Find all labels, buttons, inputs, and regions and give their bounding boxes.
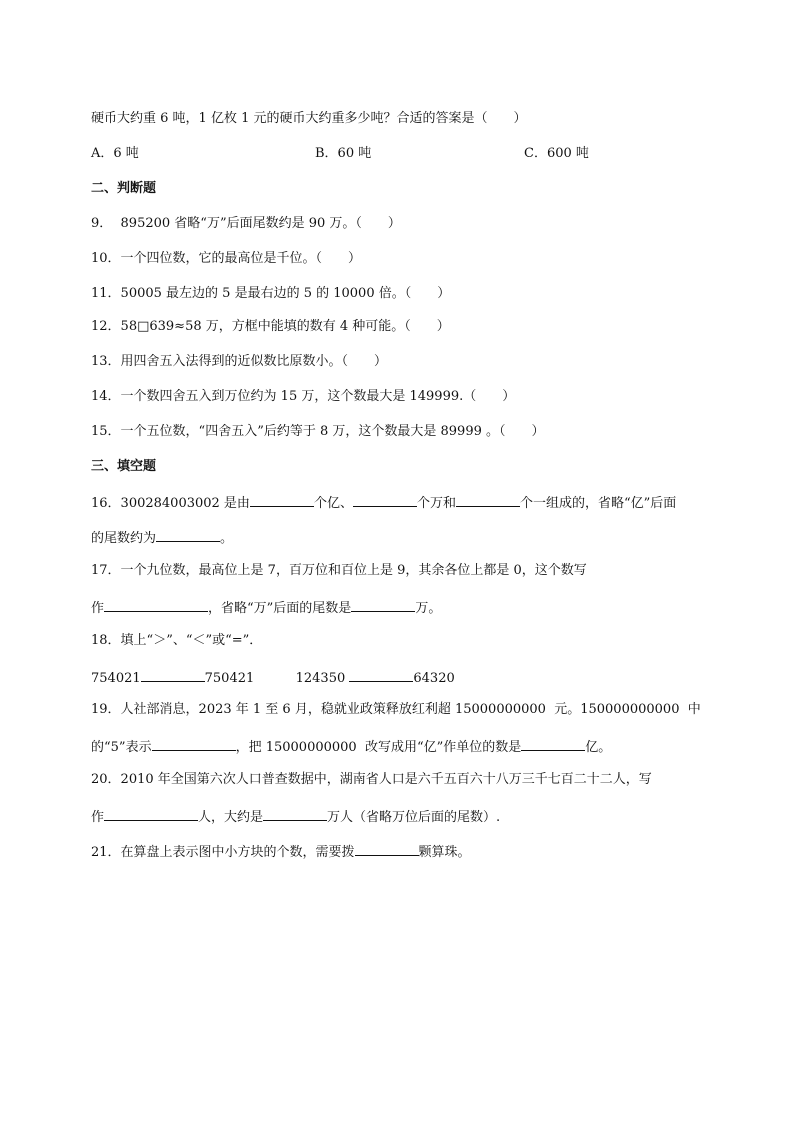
answer-blank[interactable] [141,667,205,682]
answer-blank[interactable] [104,597,208,612]
answer-blank[interactable] [355,841,419,856]
judge-item-12: 12．58□639≈58 万，方框中能填的数有 4 种可能。（ ） [91,319,450,334]
fill-item-18-line1: 18．填上“＞”、“＜”或“=”． [91,633,263,648]
fill-item-20-line2 [91,806,500,827]
q8-option-c: C．600 吨 [524,146,589,161]
fill-item-18-line2 [91,667,455,688]
section-3-heading: 三、填空题 [91,459,157,474]
q18-number-2: 750421 [204,671,255,686]
fill-item-19-line2 [91,736,611,757]
answer-blank[interactable] [351,597,415,612]
q19-text-c: ，把 15000000000 改写成用“亿”作单位的数是 [235,740,522,755]
answer-blank[interactable] [521,736,585,751]
q19-text-d: 亿。 [585,740,612,755]
q8-option-a: A．6 吨 [91,146,139,161]
q17-text-d: 万。 [415,601,442,616]
q16-text-a: 16．300284003002 是由 [91,496,250,511]
q16-text-d: 个一组成的，省略“亿”后面 [519,496,677,511]
answer-blank[interactable] [456,492,520,507]
q18-number-1: 754021 [91,671,141,686]
answer-blank[interactable] [152,736,236,751]
judge-item-13: 13．用四舍五入法得到的近似数比原数小。（ ） [91,354,388,369]
fill-item-17-line2 [91,597,441,618]
fill-item-17-line1: 17．一个九位数，最高位上是 7，百万位和百位上是 9，其余各位上都是 0，这个数写 [91,563,587,578]
judge-item-11: 11．50005 最左边的 5 是最右边的 5 的 10000 倍。（ ） [91,286,451,301]
answer-blank[interactable] [353,492,417,507]
q21-text-b: 颗算珠。 [418,845,471,860]
fill-item-19-line1: 19．人社部消息，2023 年 1 至 6 月，稳就业政策释放红利超 15000000000 元。150000000000 中 [91,702,701,717]
q16-text-e: 的尾数约为 [91,531,157,546]
answer-blank[interactable] [263,806,327,821]
answer-blank[interactable] [156,527,220,542]
q20-text-c: 人，大约是 [198,810,264,825]
q16-text-f: 。 [220,531,234,546]
question-8-stem: 硬币大约重 6 吨，1 亿枚 1 元的硬币大约重多少吨？合适的答案是（ ） [91,111,527,126]
q18-number-3: 124350 [295,671,346,686]
judge-item-14: 14．一个数四舍五入到万位约为 15 万，这个数最大是 149999.（ ） [91,389,516,404]
judge-item-10: 10．一个四位数，它的最高位是千位。（ ） [91,251,362,266]
answer-blank[interactable] [104,806,198,821]
q16-text-b: 个亿、 [313,496,353,511]
q20-text-d: 万人（省略万位后面的尾数）. [327,810,501,825]
answer-blank[interactable] [250,492,314,507]
answer-blank[interactable] [349,667,413,682]
fill-item-16-line2 [91,527,233,548]
q18-number-4: 64320 [413,671,455,686]
q21-text-a: 21．在算盘上表示图中小方块的个数，需要拨 [91,845,355,860]
fill-item-16-line1 [91,492,676,513]
q17-text-b: 作 [91,601,105,616]
q8-option-b: B．60 吨 [315,146,372,161]
judge-item-15: 15．一个五位数，“四舍五入”后约等于 8 万，这个数最大是 89999 。（ ） [91,424,545,439]
judge-item-9: 9． 895200 省略“万”后面尾数约是 90 万。（ ） [91,216,401,231]
fill-item-20-line1: 20．2010 年全国第六次人口普查数据中，湖南省人口是六千五百六十八万三千七百二十二人，写 [91,772,652,787]
section-2-heading: 二、判断题 [91,181,157,196]
q19-text-b: 的“5”表示 [91,740,152,755]
q16-text-c: 个万和 [416,496,456,511]
q20-text-b: 作 [91,810,105,825]
q17-text-c: ，省略“万”后面的尾数是 [208,601,352,616]
fill-item-21 [91,841,471,862]
